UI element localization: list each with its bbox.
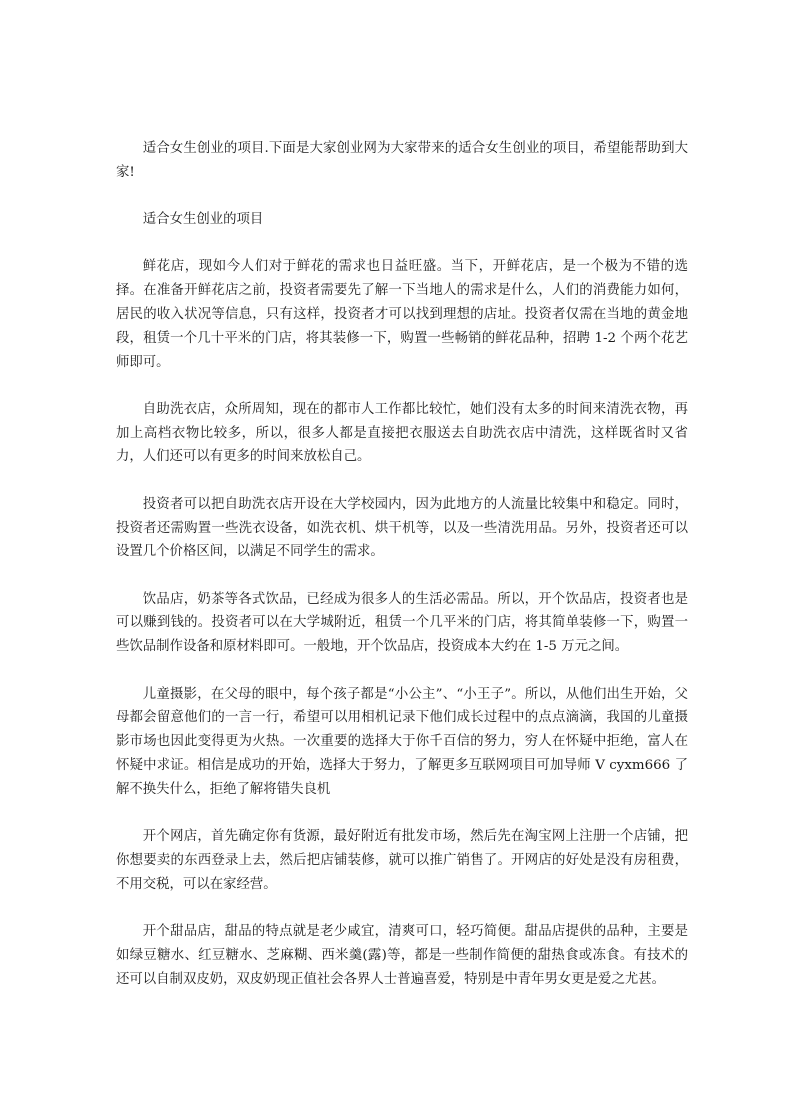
paragraph-online-shop: 开个网店，首先确定你有货源，最好附近有批发市场，然后先在淘宝网上注册一个店铺，把你想要卖的东西登录上去，然后把店铺装修，就可以推广销售了。开网店的好处是没有房租费，不用交税，可以在家经营。 <box>116 829 688 892</box>
paragraph-laundry: 自助洗衣店，众所周知，现在的都市人工作都比较忙，她们没有太多的时间来清洗衣物，再加上高档衣物比较多，所以，很多人都是直接把衣服送去自助洗衣店中清洗，这样既省时又省力，人们还可以有更多的时间来放松自己。 <box>116 401 688 465</box>
paragraph-flower-shop: 鲜花店，现如今人们对于鲜花的需求也日益旺盛。当下，开鲜花店，是一个极为不错的选择。在准备开鲜花店之前，投资者需要先了解一下当地人的需求是什么，人们的消费能力如何，居民的收入状况等信息，只有这样，投资者才可以找到理想的店址。投资者仅需在当地的黄金地段，租赁一个几十平米的门店，将其装修一下，购置一些畅销的鲜花品种，招聘 1-2 个两个花艺师即可。 <box>116 259 688 370</box>
paragraph-dessert-shop: 开个甜品店，甜品的特点就是老少咸宜，清爽可口，轻巧简便。甜品店提供的品种，主要是如绿豆糖水、红豆糖水、芝麻糊、西米羹(露)等，都是一些制作简便的甜热食或冻食。有技术的还可以自制双皮奶，双皮奶现正值社会各界人士普遍喜爱，特别是中青年男女更是爱之尤甚。 <box>116 923 688 987</box>
paragraph-drink-shop: 饮品店，奶茶等各式饮品，已经成为很多人的生活必需品。所以，开个饮品店，投资者也是可以赚到钱的。投资者可以在大学城附近，租赁一个几平米的门店，将其简单装修一下，购置一些饮品制作设备和原材料即可。一般地，开个饮品店，投资成本大约在 1-5 万元之间。 <box>116 591 688 655</box>
intro-paragraph: 适合女生创业的项目.下面是大家创业网为大家带来的适合女生创业的项目，希望能帮助到大家! <box>116 141 688 180</box>
paragraph-child-photography: 儿童摄影，在父母的眼中，每个孩子都是“小公主”、“小王子”。所以，从他们出生开始，父母都会留意他们的一言一行，希望可以用相机记录下他们成长过程中的点点滴滴，我国的儿童摄影市场也因此变得更为火热。一次重要的选择大于你千百信的努力，穷人在怀疑中拒绝，富人在怀疑中求证。相信是成功的开始，选择大于努力，了解更多互联网项目可加导师 V cyxm666 了解不换失什么，拒绝了解将错失良机 <box>116 686 688 797</box>
paragraph-laundry-campus: 投资者可以把自助洗衣店开设在大学校园内，因为此地方的人流量比较集中和稳定。同时，投资者还需购置一些洗衣设备，如洗衣机、烘干机等，以及一些清洗用品。另外，投资者还可以设置几个价格区间，以满足不同学生的需求。 <box>116 496 688 560</box>
document-body <box>116 137 688 1015</box>
section-heading: 适合女生创业的项目 <box>142 212 264 228</box>
